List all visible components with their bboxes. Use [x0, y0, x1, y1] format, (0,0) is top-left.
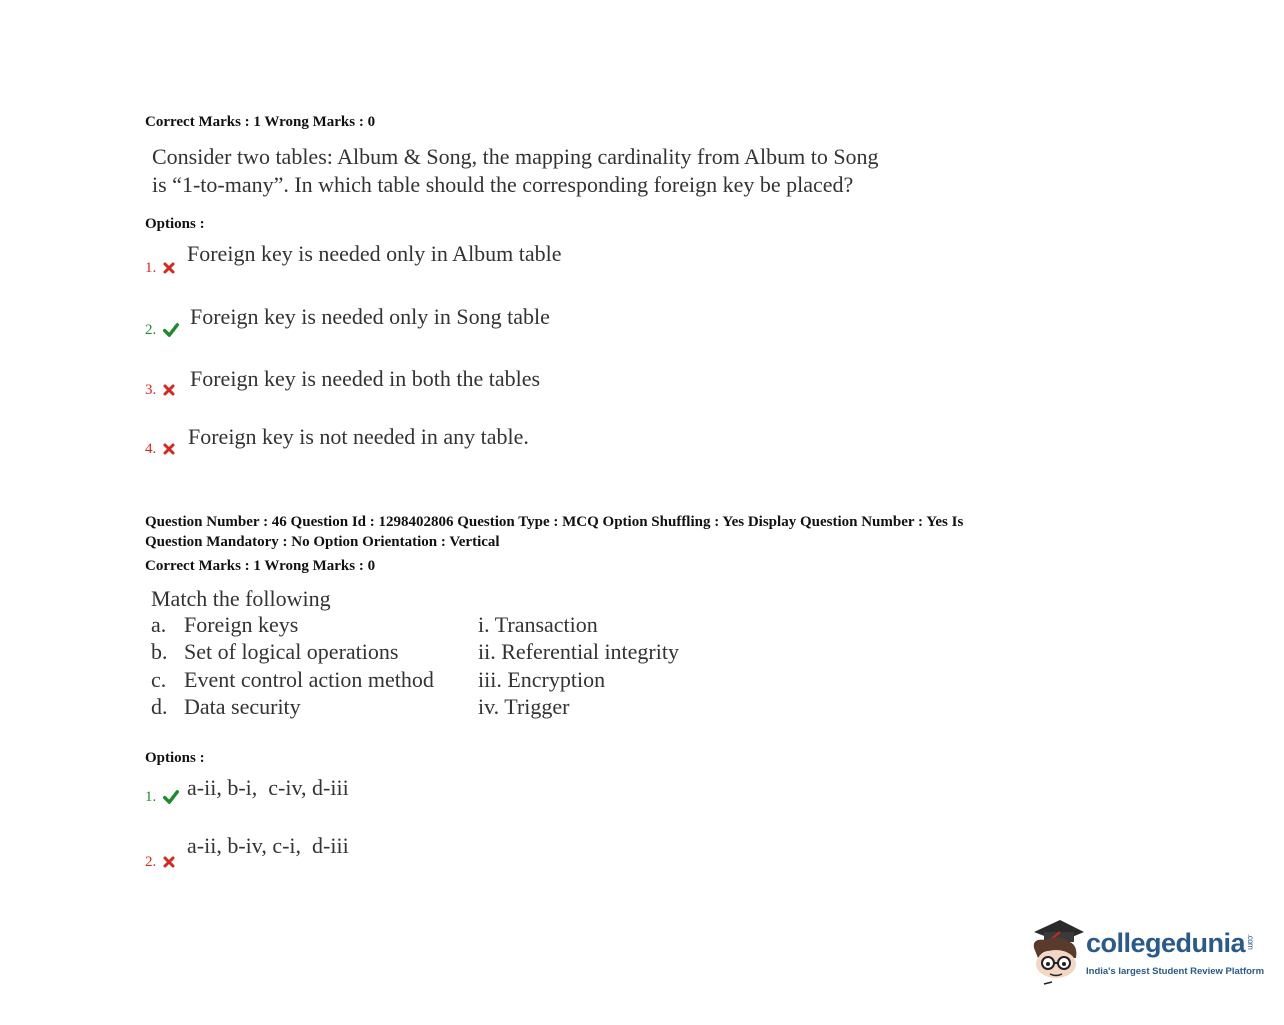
logo-suffix: .com [1246, 934, 1256, 950]
collegedunia-logo [1026, 918, 1265, 988]
q2-option-1[interactable] [145, 788, 180, 806]
q1-option-4[interactable] [145, 440, 176, 458]
q1-option-2-text: Foreign key is needed only in Song table [190, 304, 550, 329]
q1-option-3[interactable] [145, 381, 176, 399]
q1-option-1-text: Foreign key is needed only in Album table [187, 241, 562, 266]
q2-meta-line-2: Question Mandatory : No Option Orientation : Vertical [145, 534, 500, 550]
cross-icon [162, 442, 176, 456]
logo-name-text: collegedunia [1086, 928, 1246, 958]
q1-option-4-text: Foreign key is not needed in any table. [188, 424, 529, 449]
cross-icon [162, 855, 176, 869]
match-right-item: iv. Trigger [478, 694, 570, 719]
q2-option-2[interactable] [145, 853, 176, 871]
cross-icon [162, 383, 176, 397]
q1-question-line-2: is “1-to-many”. In which table should the corresponding foreign key be placed? [152, 172, 854, 197]
q2-marks: Correct Marks : 1 Wrong Marks : 0 [145, 558, 376, 574]
q2-match-title: Match the following [151, 586, 331, 611]
q2-meta-line-1: Question Number : 46 Question Id : 1298402806 Question Type : MCQ Option Shuffling : Yes Display Question Number : Yes Is [145, 514, 964, 530]
q1-option-1[interactable] [145, 259, 176, 277]
q1-marks: Correct Marks : 1 Wrong Marks : 0 [145, 114, 376, 130]
option-number: 2. [145, 854, 157, 870]
q1-options-label: Options : [145, 216, 205, 232]
match-right-item: ii. Referential integrity [478, 639, 679, 664]
check-icon [162, 322, 180, 338]
logo-wordmark [1086, 928, 1255, 959]
q1-option-3-text: Foreign key is needed in both the tables [190, 366, 541, 391]
q2-options-label: Options : [145, 750, 205, 766]
match-right-item: i. Transaction [478, 612, 598, 637]
match-left-item: Event control action method [184, 667, 434, 692]
q2-option-2-text: a-ii, b-iv, c-i, d-iii [187, 833, 349, 858]
q1-question-line-1: Consider two tables: Album & Song, the mapping cardinality from Album to Song [152, 144, 879, 169]
match-right-item: iii. Encryption [478, 667, 606, 692]
mascot-icon [1026, 918, 1086, 988]
check-icon [162, 789, 180, 805]
q2-option-1-text: a-ii, b-i, c-iv, d-iii [187, 775, 349, 800]
option-number: 2. [145, 322, 157, 338]
q1-question-text [152, 143, 879, 199]
q1-option-2[interactable] [145, 321, 180, 339]
match-left-item: Foreign keys [184, 612, 299, 637]
logo-tagline: India's largest Student Review Platform [1086, 966, 1265, 977]
option-number: 1. [145, 789, 157, 805]
match-left-key: d. [151, 694, 168, 719]
match-left-key: a. [151, 612, 167, 637]
match-left-item: Data security [184, 694, 301, 719]
cross-icon [162, 261, 176, 275]
match-left-key: b. [151, 639, 168, 664]
option-number: 3. [145, 382, 157, 398]
option-number: 1. [145, 260, 157, 276]
option-number: 4. [145, 441, 157, 457]
match-left-key: c. [151, 667, 167, 692]
match-left-item: Set of logical operations [184, 639, 399, 664]
